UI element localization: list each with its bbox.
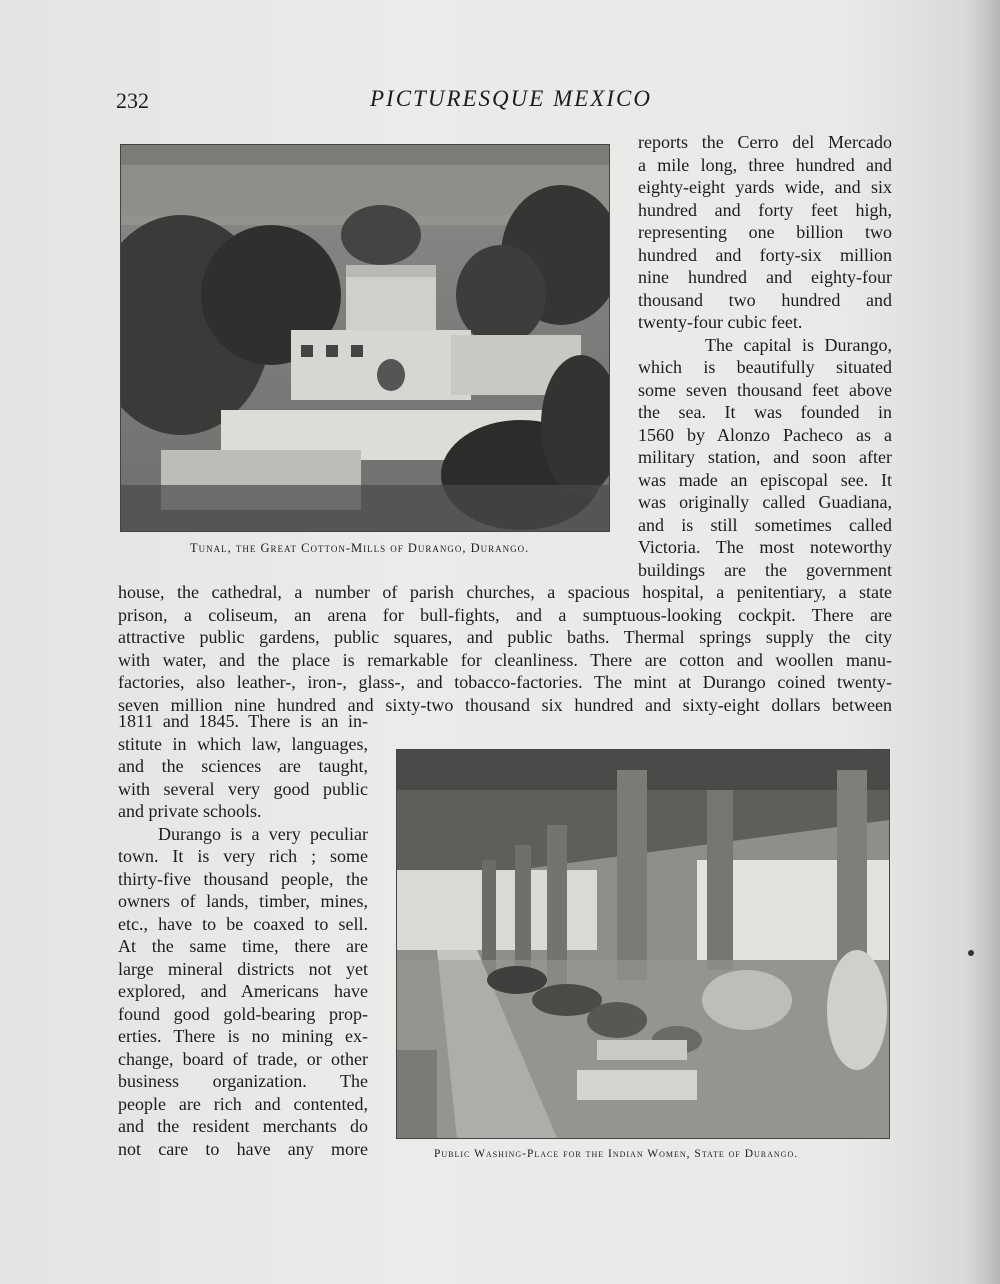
text-line: change, board of trade, or other xyxy=(118,1048,368,1069)
text-line: Durango is a very peculiar xyxy=(158,823,368,844)
text-line: The capital is Durango, xyxy=(705,334,892,355)
text-line: and is still sometimes called xyxy=(638,514,892,535)
text-line: etc., have to be coaxed to sell. xyxy=(118,913,368,934)
text-line: business organization. The xyxy=(118,1071,368,1091)
text-line: Victoria. The most noteworthy xyxy=(638,537,892,557)
text-line: stitute in which law, languages, xyxy=(118,733,368,754)
text-line: with several very good public xyxy=(118,778,368,799)
caption-washing-place: Public Washing-Place for the Indian Women, State of Durango. xyxy=(434,1148,799,1160)
text-line: eighty-eight yards wide, and six xyxy=(638,177,892,197)
running-title: PICTURESQUE MEXICO xyxy=(370,86,652,111)
text-line: was originally called Guadiana, xyxy=(638,492,892,512)
text-line: some seven thousand feet above xyxy=(638,379,892,400)
text-line: 1811 and 1845. There is an in- xyxy=(118,711,368,731)
photo-cotton-mills xyxy=(120,144,610,532)
text-line: not care to have any more xyxy=(118,1138,368,1159)
text-line: factories, also leather-, iron-, glass-, and tobacco-factories. The mint at Durango coined twenty- xyxy=(118,672,892,692)
text-line: buildings are the government xyxy=(638,559,892,580)
text-line: seven million nine hundred and sixty-two thousand six hundred and sixty-eight dollars between xyxy=(118,694,892,715)
text-line: reports the Cerro del Mercado xyxy=(638,132,892,152)
text-line: and the sciences are taught, xyxy=(118,756,368,776)
page-edge-shadow xyxy=(964,0,1000,1284)
text-line: attractive public gardens, public squares, and public baths. Thermal springs supply the city xyxy=(118,627,892,647)
page-number: 232 xyxy=(116,88,149,113)
text-line: with water, and the place is remarkable for cleanliness. There are cotton and woollen manu- xyxy=(118,649,892,670)
text-line: and private schools. xyxy=(118,801,262,821)
text-line: and the resident merchants do xyxy=(118,1116,368,1136)
text-line: erties. There is no mining ex- xyxy=(118,1026,368,1046)
text-line: which is beautifully situated xyxy=(638,357,892,377)
text-line: was made an episcopal see. It xyxy=(638,469,892,490)
text-line: found good gold-bearing prop- xyxy=(118,1003,368,1024)
text-line: a mile long, three hundred and xyxy=(638,154,892,175)
text-line: the sea. It was founded in xyxy=(638,402,892,422)
text-line: thirty-five thousand people, the xyxy=(118,868,368,889)
text-line: hundred and forty feet high, xyxy=(638,199,892,220)
text-line: hundred and forty-six million xyxy=(638,244,892,265)
page-speck xyxy=(968,950,974,956)
caption-cotton-mills: Tunal, the Great Cotton-Mills of Durango, Durango. xyxy=(190,541,530,555)
photo-washing-place xyxy=(396,749,890,1139)
text-line: explored, and Americans have xyxy=(118,981,368,1001)
text-line: house, the cathedral, a number of parish churches, a spacious hospital, a penitentiary, a state xyxy=(118,582,892,602)
text-line: people are rich and contented, xyxy=(118,1093,368,1114)
text-line: twenty-four cubic feet. xyxy=(638,312,803,332)
text-line: 1560 by Alonzo Pacheco as a xyxy=(638,424,892,445)
text-line: At the same time, there are xyxy=(118,936,368,956)
text-line: thousand two hundred and xyxy=(638,289,892,310)
text-line: prison, a coliseum, an arena for bull-fights, and a sumptuous-looking cockpit. There are xyxy=(118,604,892,625)
text-line: representing one billion two xyxy=(638,222,892,242)
text-line: owners of lands, timber, mines, xyxy=(118,891,368,911)
text-line: town. It is very rich ; some xyxy=(118,846,368,866)
text-line: military station, and soon after xyxy=(638,447,892,467)
text-line: large mineral districts not yet xyxy=(118,958,368,979)
text-line: nine hundred and eighty-four xyxy=(638,267,892,287)
